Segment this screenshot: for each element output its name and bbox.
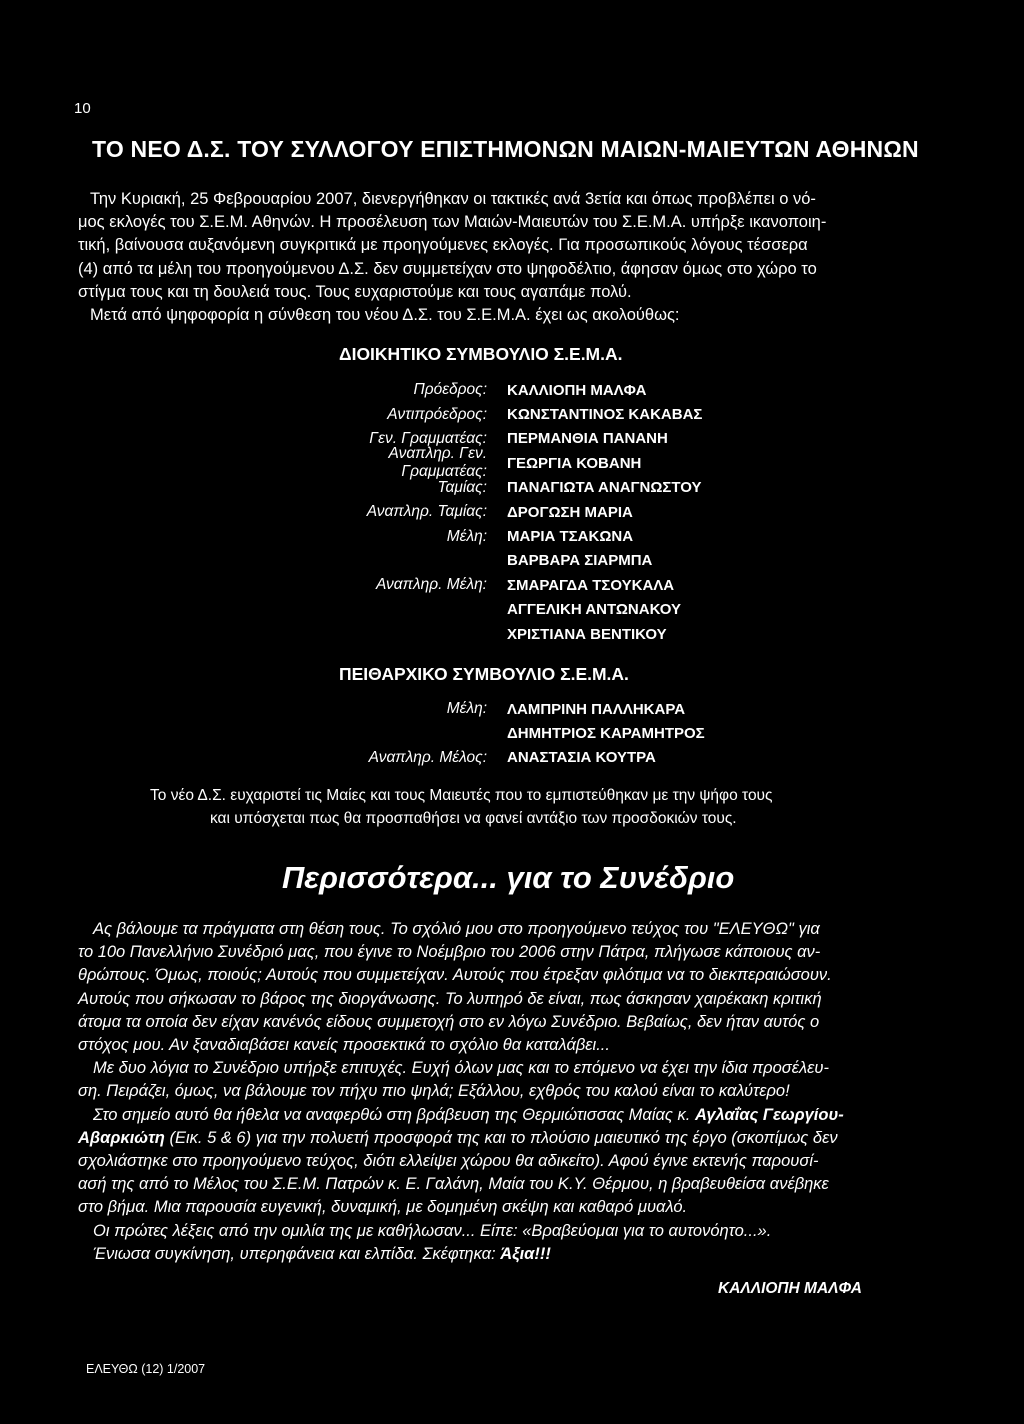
article-line: ση. Πειράζει, όμως, να βάλουμε τον πήχυ πιο ψηλά; Εξάλλου, εχθρός του καλού είναι το καλύτερο! bbox=[78, 1082, 790, 1101]
intro-paragraph bbox=[78, 188, 934, 327]
roster-row bbox=[310, 402, 702, 426]
article-text: Ένιωσα συγκίνηση, υπερηφάνεια και ελπίδα. Σκέφτηκα: bbox=[93, 1244, 501, 1263]
page-number: 10 bbox=[74, 100, 91, 117]
role-label: Αντιπρόεδρος: bbox=[387, 405, 487, 423]
article-line bbox=[78, 1243, 938, 1266]
emphasis-text: Άξια!!! bbox=[500, 1244, 551, 1263]
roster-row bbox=[310, 622, 702, 646]
member-name: ΚΑΛΛΙΟΠΗ ΜΑΛΦΑ bbox=[507, 381, 647, 399]
roster-row bbox=[310, 524, 702, 548]
member-name: ΓΕΩΡΓΙΑ ΚΟΒΑΝΗ bbox=[507, 454, 642, 472]
thanks-line: και υπόσχεται πως θα προσπαθήσει να φανεί αντάξιο των προσδοκιών τους. bbox=[210, 810, 737, 827]
section-title: Περισσότερα... για το Συνέδριο bbox=[282, 860, 735, 895]
roster-row bbox=[310, 476, 702, 500]
role-label: Ταμίας: bbox=[437, 478, 487, 496]
roster-row bbox=[310, 445, 702, 481]
roster-row bbox=[310, 721, 705, 745]
article-line: ασή της από το Μέλος του Σ.Ε.Μ. Πατρών κ. Ε. Γαλάνη, Μαία του Κ.Υ. Θέρμου, η βραβευθείσα ανέβηκε bbox=[78, 1175, 829, 1194]
intro-line: (4) από τα μέλη του προηγούμενου Δ.Σ. δεν συμμετείχαν στο ψηφοδέλτιο, άφησαν όμως στο χώρο το bbox=[78, 259, 817, 278]
thanks-line: Το νέο Δ.Σ. ευχαριστεί τις Μαίες και τους Μαιευτές που το εμπιστεύθηκαν με την ψήφο τους bbox=[150, 787, 773, 804]
member-name: ΛΑΜΠΡΙΝΗ ΠΑΛΛΗΚΑΡΑ bbox=[507, 700, 686, 718]
article-line: άτομα τα οποία δεν είχαν κανένός είδους συμμετοχή στο εν λόγω Συνέδριο. Βεβαίως, δεν ήταν αυτός ο bbox=[78, 1012, 820, 1031]
article-text: (Εικ. 5 & 6) για την πολυετή προσφορά της και το πλούσιο μαιευτικό της έργο (σκοπίμως δεν bbox=[164, 1128, 838, 1147]
roster-row bbox=[310, 573, 702, 597]
article-line: το 10ο Πανελλήνιο Συνέδριό μας, που έγινε το Νοέμβριο του 2006 στην Πάτρα, πλήγωσε κάποιους αν- bbox=[78, 943, 821, 962]
disciplinary-board-roster bbox=[310, 697, 705, 770]
member-name: ΠΕΡΜΑΝΘΙΑ ΠΑΝΑΝΗ bbox=[507, 430, 668, 448]
admin-board-roster bbox=[310, 378, 702, 646]
article-line: σχολιάστηκε στο προηγούμενο τεύχος, διότι ελλείψει χώρου θα αδικείτο). Αφού έγινε εκτενής παρουσί- bbox=[78, 1152, 819, 1171]
article-line: Ας βάλουμε τα πράγματα στη θέση τους. Το σχόλιό μου στο προηγούμενο τεύχος του "ΕΛΕΥΘΩ" για bbox=[93, 920, 820, 938]
author-signature: ΚΑΛΛΙΟΠΗ ΜΑΛΦΑ bbox=[718, 1280, 863, 1297]
intro-line: στίγμα τους και τη δουλειά τους. Τους ευχαριστούμε και τους αγαπάμε πολύ. bbox=[78, 282, 632, 301]
member-name: ΒΑΡΒΑΡΑ ΣΙΑΡΜΠΑ bbox=[507, 552, 653, 570]
role-label: Μέλη: bbox=[446, 527, 487, 545]
article-line: στο βήμα. Μια παρουσία ευγενική, δυναμική, με δομημένη σκέψη και καθαρό μυαλό. bbox=[78, 1198, 688, 1217]
roster-row bbox=[310, 378, 702, 402]
intro-line: Μετά από ψηφοφορία η σύνθεση του νέου Δ.Σ. του Σ.Ε.Μ.Α. έχει ως ακολούθως: bbox=[90, 306, 680, 325]
article-line: στόχος μου. Αν ξαναδιαβάσει κανείς προσεκτικά το σχόλιο θα καταλάβει... bbox=[78, 1036, 610, 1055]
member-name: ΣΜΑΡΑΓΔΑ ΤΣΟΥΚΑΛΑ bbox=[507, 576, 675, 594]
honoree-name: Αβαρκιώτη bbox=[78, 1128, 165, 1147]
member-name: ΚΩΝΣΤΑΝΤΙΝΟΣ ΚΑΚΑΒΑΣ bbox=[507, 406, 703, 424]
roster-row bbox=[310, 697, 705, 721]
member-name: ΔΡΟΓΩΣΗ ΜΑΡΙΑ bbox=[507, 503, 633, 521]
intro-line: μος εκλογές του Σ.Ε.Μ. Αθηνών. Η προσέλευση των Μαιών-Μαιευτών του Σ.Ε.Μ.Α. υπήρξε ικανοποιη- bbox=[78, 213, 827, 232]
member-name: ΧΡΙΣΤΙΑΝΑ ΒΕΝΤΙΚΟΥ bbox=[507, 625, 667, 643]
disciplinary-board-title: ΠΕΙΘΑΡΧΙΚΟ ΣΥΜΒΟΥΛΙΟ Σ.Ε.Μ.Α. bbox=[339, 664, 629, 684]
article-line bbox=[78, 1104, 938, 1127]
role-label: Αναπληρ. Μέλη: bbox=[375, 576, 487, 594]
roster-row bbox=[310, 746, 705, 770]
admin-board-title: ΔΙΟΙΚΗΤΙΚΟ ΣΥΜΒΟΥΛΙΟ Σ.Ε.Μ.Α. bbox=[339, 344, 623, 364]
article-text: Στο σημείο αυτό θα ήθελα να αναφερθώ στη βράβευση της Θερμιώτισσας Μαίας κ. bbox=[93, 1105, 695, 1124]
member-name: ΔΗΜΗΤΡΙΟΣ ΚΑΡΑΜΗΤΡΟΣ bbox=[507, 725, 705, 743]
article-line: Με δυο λόγια το Συνέδριο υπήρξε επιτυχές. Ευχή όλων μας και το επόμενο να έχει την ίδια προσέλευ- bbox=[93, 1059, 829, 1078]
role-label: Αναπληρ. Γεν. Γραμματέας: bbox=[388, 445, 487, 481]
role-label: Αναπληρ. Ταμίας: bbox=[366, 503, 487, 521]
article-line bbox=[78, 1127, 938, 1150]
role-label: Αναπληρ. Μέλος: bbox=[368, 748, 487, 766]
article-line: Αυτούς που σήκωσαν το βάρος της διοργάνωσης. Το λυπηρό δε είναι, πως άσκησαν χαιρέκακη κριτική bbox=[78, 989, 822, 1008]
role-label: Πρόεδρος: bbox=[413, 381, 487, 399]
thanks-paragraph bbox=[150, 784, 773, 830]
member-name: ΑΓΓΕΛΙΚΗ ΑΝΤΩΝΑΚΟΥ bbox=[507, 601, 681, 619]
roster-row bbox=[310, 500, 702, 524]
intro-line: Την Κυριακή, 25 Φεβρουαρίου 2007, διενεργήθηκαν οι τακτικές ανά 3ετία και όπως προβλέπει ο νό- bbox=[90, 190, 816, 208]
footer-issue: ΕΛΕΥΘΩ (12) 1/2007 bbox=[86, 1362, 206, 1376]
article-line: θρώπους. Όμως, ποιούς; Αυτούς που συμμετείχαν. Αυτούς που έτρεξαν φιλότιμα να το διεκπεραιώσουν. bbox=[78, 966, 832, 985]
article-line: Οι πρώτες λέξεις από την ομιλία της με καθήλωσαν... Είπε: «Βραβεύομαι για το αυτονόητο...». bbox=[93, 1221, 772, 1240]
role-label: Γεν. Γραμματέας: bbox=[369, 429, 487, 447]
honoree-name: Αγλαΐας Γεωργίου- bbox=[694, 1105, 844, 1124]
member-name: ΜΑΡΙΑ ΤΣΑΚΩΝΑ bbox=[507, 528, 634, 546]
role-label: Μέλη: bbox=[446, 700, 487, 718]
roster-row bbox=[310, 549, 702, 573]
member-name: ΑΝΑΣΤΑΣΙΑ ΚΟΥΤΡΑ bbox=[507, 749, 656, 767]
member-name: ΠΑΝΑΓΙΩΤΑ ΑΝΑΓΝΩΣΤΟΥ bbox=[507, 479, 702, 497]
intro-line: τική, βαίνουσα αυξανόμενη συγκριτικά με προηγούμενες εκλογές. Για προσωπικούς λόγους τέσσερα bbox=[78, 236, 808, 255]
article-body bbox=[78, 918, 938, 1266]
page-title: ΤΟ ΝΕΟ Δ.Σ. ΤΟΥ ΣΥΛΛΟΓΟΥ ΕΠΙΣΤΗΜΟΝΩΝ ΜΑΙΩΝ-ΜΑΙΕΥΤΩΝ ΑΘΗΝΩΝ bbox=[92, 136, 919, 162]
roster-row bbox=[310, 598, 702, 622]
